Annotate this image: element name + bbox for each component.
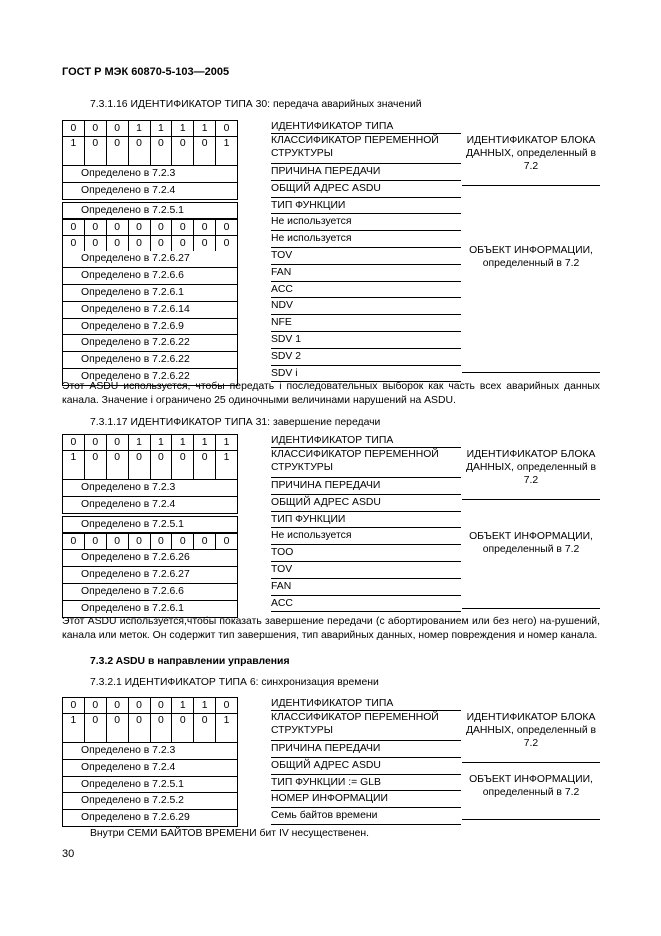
octet-row-too: Определено в 7.2.6.26 <box>62 549 238 567</box>
bit-cell: 0 <box>84 435 106 450</box>
bit-cell: 1 <box>171 435 193 450</box>
field-common-address: ОБЩИЙ АДРЕС ASDU <box>271 495 461 512</box>
octet-row-common-address: Определено в 7.2.4 <box>62 760 238 777</box>
bit-cell: 0 <box>84 534 106 549</box>
octet-row-vsq <box>62 450 238 479</box>
bit-cell: 1 <box>215 435 238 450</box>
bit-cell: 0 <box>193 236 215 251</box>
bit-cell: 1 <box>128 435 150 450</box>
field-function-type: ТИП ФУНКЦИИ <box>271 512 461 529</box>
field-names <box>271 120 461 382</box>
bit-cell: 0 <box>171 137 193 165</box>
bit-cell: 0 <box>62 220 84 235</box>
octet-row-acc: Определено в 7.2.6.1 <box>62 601 238 618</box>
subheading-control-direction: 7.3.2 ASDU в направлении управления <box>90 656 290 667</box>
note-type31: Этот ASDU используется,чтобы показать завершение передачи (с абортированием или без него) на-рушений, канала или меток. Он содержит тип завершения, тип аварийных данных, номер повреждения и номер канала. <box>62 616 600 641</box>
section-caption-type30: 7.3.1.16 ИДЕНТИФИКАТОР ТИПА 30: передача аварийных значений <box>90 99 422 110</box>
field-type-id: ИДЕНТИФИКАТОР ТИПА <box>271 697 461 711</box>
group-bottom-rule <box>462 372 600 373</box>
field-sdvi: SDV i <box>271 366 461 383</box>
bit-cell: 0 <box>106 220 128 235</box>
bit-cell: 0 <box>62 121 84 136</box>
bit-column <box>62 434 238 618</box>
bit-column <box>62 697 238 827</box>
bit-cell: 0 <box>84 236 106 251</box>
note-type30: Этот ASDU используется, чтобы передать i последовательных выборок как часть всех аварийных данных канала. Значение i ограничено 25 одиночными величинами нарушений на ASDU. <box>62 381 600 406</box>
bit-cell: 0 <box>215 534 238 549</box>
field-names <box>271 697 461 825</box>
bit-cell: 0 <box>193 137 215 165</box>
bit-cell: 0 <box>106 698 128 713</box>
octet-row-common-address: Определено в 7.2.4 <box>62 183 238 200</box>
field-time: Семь байтов времени <box>271 808 461 825</box>
section-caption-type31: 7.3.1.17 ИДЕНТИФИКАТОР ТИПА 31: завершение передачи <box>90 417 381 428</box>
bit-column <box>62 120 238 386</box>
group-bottom-rule <box>462 819 600 820</box>
field-function-type: ТИП ФУНКЦИИ <box>271 198 461 215</box>
octet-row-tov: Определено в 7.2.6.27 <box>62 567 238 584</box>
octet-row-unused <box>62 533 238 549</box>
bit-cell: 0 <box>84 451 106 479</box>
bit-cell: 0 <box>106 534 128 549</box>
section-caption-type6: 7.3.2.1 ИДЕНТИФИКАТОР ТИПА 6: синхронизация времени <box>90 677 379 688</box>
group-bottom-rule <box>462 608 600 609</box>
bit-cell: 1 <box>128 121 150 136</box>
bit-cell: 1 <box>150 435 172 450</box>
document-header: ГОСТ Р МЭК 60870-5-103—2005 <box>62 66 230 78</box>
octet-row-function-type: Определено в 7.2.5.1 <box>62 202 238 220</box>
group-data-unit-identifier: ИДЕНТИФИКАТОР БЛОКА ДАННЫХ, определенный в 7.2 <box>462 134 600 186</box>
octet-row-nfe: Определено в 7.2.6.9 <box>62 319 238 336</box>
octet-row-cot: Определено в 7.2.3 <box>62 165 238 183</box>
bit-cell: 0 <box>106 236 128 251</box>
octet-row-unused-2 <box>62 235 238 251</box>
bit-cell: 0 <box>84 121 106 136</box>
field-sdv2: SDV 2 <box>271 349 461 366</box>
field-cot: ПРИЧИНА ПЕРЕДАЧИ <box>271 478 461 495</box>
group-data-unit-identifier: ИДЕНТИФИКАТОР БЛОКА ДАННЫХ, определенный в 7.2 <box>462 448 600 500</box>
bit-cell: 0 <box>106 714 128 742</box>
bit-cell: 0 <box>106 137 128 165</box>
octet-row-common-address: Определено в 7.2.4 <box>62 497 238 514</box>
group-information-object: ОБЪЕКТ ИНФОРМАЦИИ, определенный в 7.2 <box>469 245 593 269</box>
octet-row-type-id <box>62 697 238 713</box>
bit-cell: 1 <box>193 121 215 136</box>
bit-cell: 1 <box>215 714 238 742</box>
field-cot: ПРИЧИНА ПЕРЕДАЧИ <box>271 741 461 758</box>
octet-row-info-number: Определено в 7.2.5.2 <box>62 793 238 810</box>
bit-cell: 0 <box>62 435 84 450</box>
group-data-unit-identifier: ИДЕНТИФИКАТОР БЛОКА ДАННЫХ, определенный в 7.2 <box>462 711 600 763</box>
group-information-object: ОБЪЕКТ ИНФОРМАЦИИ, определенный в 7.2 <box>469 774 593 798</box>
field-nfe: NFE <box>271 315 461 332</box>
octet-row-sdv2: Определено в 7.2.6.22 <box>62 352 238 369</box>
field-unused-2: Не используется <box>271 231 461 248</box>
bit-cell: 0 <box>62 534 84 549</box>
octet-row-cot: Определено в 7.2.3 <box>62 479 238 497</box>
bit-cell: 0 <box>150 137 172 165</box>
octet-row-type-id <box>62 434 238 450</box>
bit-cell: 0 <box>171 451 193 479</box>
bit-cell: 0 <box>84 698 106 713</box>
octet-row-time: Определено в 7.2.6.29 <box>62 810 238 827</box>
page-number: 30 <box>62 848 75 860</box>
bit-cell: 0 <box>150 220 172 235</box>
bit-cell: 0 <box>128 220 150 235</box>
field-type-id: ИДЕНТИФИКАТОР ТИПА <box>271 120 461 134</box>
bit-cell: 0 <box>171 714 193 742</box>
bit-cell: 1 <box>215 451 238 479</box>
field-acc: ACC <box>271 596 461 613</box>
field-vsq: КЛАССИФИКАТОР ПЕРЕМЕННОЙ СТРУКТУРЫ <box>271 134 461 164</box>
field-cot: ПРИЧИНА ПЕРЕДАЧИ <box>271 164 461 181</box>
bit-cell: 1 <box>215 137 238 165</box>
bit-cell: 0 <box>128 137 150 165</box>
bit-cell: 0 <box>128 534 150 549</box>
field-too: TOO <box>271 545 461 562</box>
field-type-id: ИДЕНТИФИКАТОР ТИПА <box>271 434 461 448</box>
bit-cell: 0 <box>150 451 172 479</box>
octet-row-fan: Определено в 7.2.6.6 <box>62 584 238 601</box>
octet-row-sdvi: Определено в 7.2.6.22 <box>62 369 238 386</box>
field-info-number: НОМЕР ИНФОРМАЦИИ <box>271 791 461 808</box>
octet-row-unused-1 <box>62 219 238 235</box>
field-fan: FAN <box>271 265 461 282</box>
bit-cell: 1 <box>193 698 215 713</box>
bit-cell: 0 <box>84 714 106 742</box>
bit-cell: 0 <box>215 121 238 136</box>
octet-row-function-type: Определено в 7.2.5.1 <box>62 516 238 534</box>
bit-cell: 0 <box>150 236 172 251</box>
bit-cell: 0 <box>84 137 106 165</box>
bit-cell: 0 <box>193 220 215 235</box>
bit-cell: 0 <box>150 534 172 549</box>
bit-cell: 1 <box>150 121 172 136</box>
field-fan: FAN <box>271 579 461 596</box>
bit-cell: 1 <box>62 714 84 742</box>
bit-cell: 1 <box>171 698 193 713</box>
bit-cell: 0 <box>106 435 128 450</box>
octet-row-acc: Определено в 7.2.6.1 <box>62 285 238 302</box>
field-function-type: ТИП ФУНКЦИИ := GLB <box>271 775 461 792</box>
bit-cell: 1 <box>62 451 84 479</box>
octet-row-fan: Определено в 7.2.6.6 <box>62 268 238 285</box>
bit-cell: 0 <box>215 698 238 713</box>
field-unused: Не используется <box>271 528 461 545</box>
octet-row-function-type: Определено в 7.2.5.1 <box>62 777 238 794</box>
bit-cell: 1 <box>193 435 215 450</box>
bit-cell: 0 <box>171 220 193 235</box>
bit-cell: 0 <box>106 451 128 479</box>
field-acc: ACC <box>271 282 461 299</box>
field-ndv: NDV <box>271 298 461 315</box>
bit-cell: 0 <box>128 698 150 713</box>
bit-cell: 0 <box>106 121 128 136</box>
group-information-object: ОБЪЕКТ ИНФОРМАЦИИ, определенный в 7.2 <box>469 531 593 555</box>
octet-row-sdv1: Определено в 7.2.6.22 <box>62 335 238 352</box>
bit-cell: 0 <box>215 236 238 251</box>
octet-row-vsq <box>62 136 238 165</box>
field-tov: TOV <box>271 562 461 579</box>
field-tov: TOV <box>271 248 461 265</box>
octet-row-cot: Определено в 7.2.3 <box>62 742 238 760</box>
octet-row-tov: Определено в 7.2.6.27 <box>62 251 238 268</box>
bit-cell: 0 <box>150 698 172 713</box>
bit-cell: 0 <box>215 220 238 235</box>
bit-cell: 0 <box>128 236 150 251</box>
note-type6: Внутри СЕМИ БАЙТОВ ВРЕМЕНИ бит IV несущественен. <box>90 828 370 839</box>
bit-cell: 0 <box>62 236 84 251</box>
bit-cell: 0 <box>171 236 193 251</box>
bit-cell: 0 <box>84 220 106 235</box>
field-names <box>271 434 461 612</box>
octet-row-type-id <box>62 120 238 136</box>
bit-cell: 0 <box>193 534 215 549</box>
bit-cell: 0 <box>193 714 215 742</box>
bit-cell: 0 <box>171 534 193 549</box>
bit-cell: 1 <box>62 137 84 165</box>
bit-cell: 0 <box>150 714 172 742</box>
bit-cell: 1 <box>171 121 193 136</box>
bit-cell: 0 <box>62 698 84 713</box>
bit-cell: 0 <box>193 451 215 479</box>
octet-row-ndv: Определено в 7.2.6.14 <box>62 302 238 319</box>
field-unused-1: Не используется <box>271 214 461 231</box>
field-common-address: ОБЩИЙ АДРЕС ASDU <box>271 181 461 198</box>
bit-cell: 0 <box>128 714 150 742</box>
field-sdv1: SDV 1 <box>271 332 461 349</box>
field-vsq: КЛАССИФИКАТОР ПЕРЕМЕННОЙ СТРУКТУРЫ <box>271 711 461 741</box>
field-vsq: КЛАССИФИКАТОР ПЕРЕМЕННОЙ СТРУКТУРЫ <box>271 448 461 478</box>
bit-cell: 0 <box>128 451 150 479</box>
field-common-address: ОБЩИЙ АДРЕС ASDU <box>271 758 461 775</box>
octet-row-vsq <box>62 713 238 742</box>
